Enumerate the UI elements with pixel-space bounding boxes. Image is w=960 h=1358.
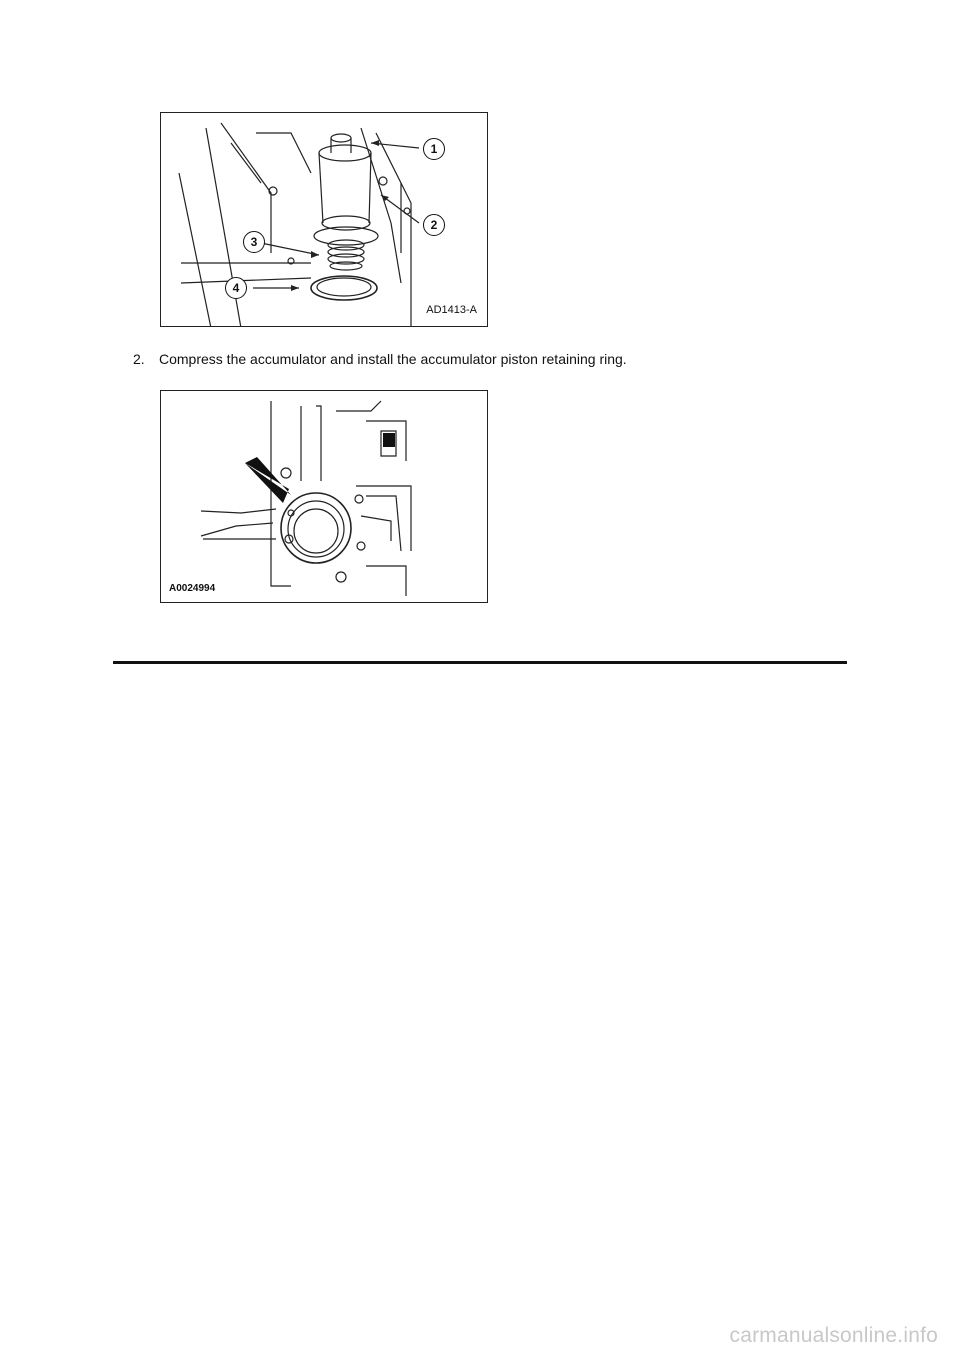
figure-retaining-ring xyxy=(160,390,488,603)
step-text: Compress the accumulator and install the accumulator piston retaining ring. xyxy=(159,351,627,367)
section-divider xyxy=(113,661,847,664)
callout-1: 1 xyxy=(423,138,445,160)
figure-accumulator-exploded xyxy=(160,112,488,327)
callout-2: 2 xyxy=(423,214,445,236)
callout-3: 3 xyxy=(243,231,265,253)
figure-code: AD1413-A xyxy=(426,304,477,316)
step-instruction xyxy=(133,351,627,367)
step-number: 2. xyxy=(133,351,145,367)
retaining-ring-illustration xyxy=(161,391,488,603)
watermark: carmanualsonline.info xyxy=(729,1324,938,1347)
callout-4: 4 xyxy=(225,277,247,299)
figure-code: A0024994 xyxy=(169,583,216,594)
